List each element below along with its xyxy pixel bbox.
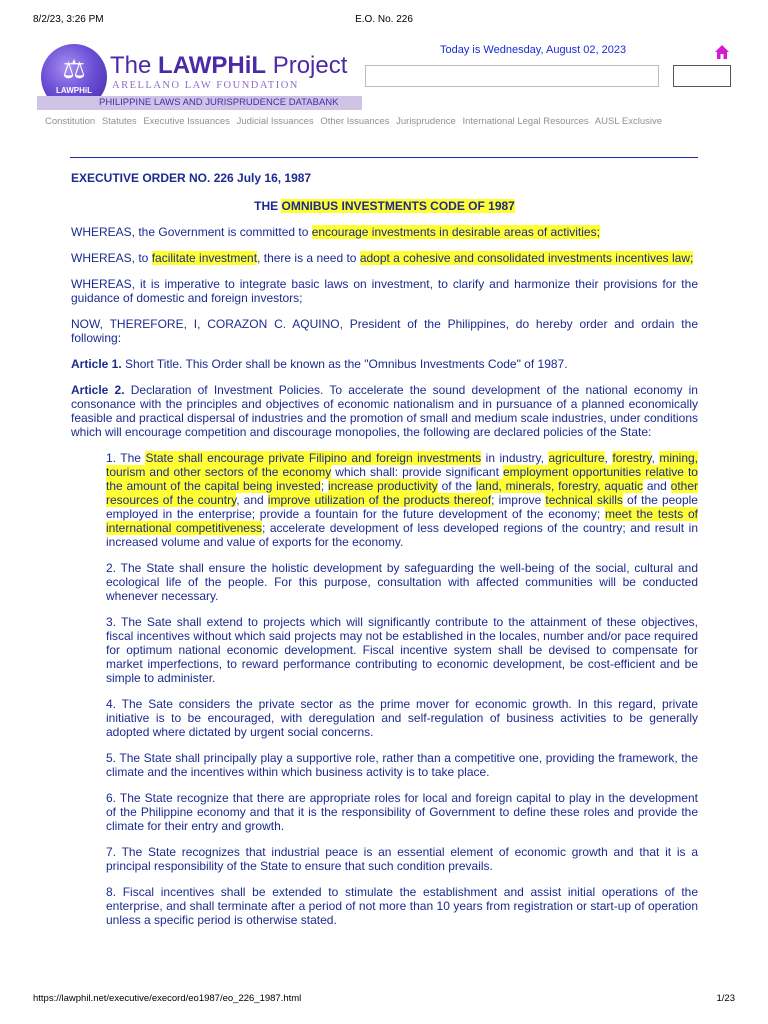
policy-item-4: 4. The Sate considers the private sector as the prime mover for economic growth. In this regard, private initiative is to be encouraged, with deregulation and self-regulation of business activities to be generally adopted where dictated by urgent social concerns. bbox=[106, 697, 698, 739]
whereas-1-highlight: encourage investments in desirable areas of activities; bbox=[311, 225, 600, 239]
home-icon[interactable] bbox=[714, 44, 730, 60]
whereas-2-text-b: , there is a need to bbox=[257, 251, 360, 265]
policy-item-6: 6. The State recognize that there are appropriate roles for local and foreign capital to play in the development of the Philippine economy and that it is the responsibility of Government to define these roles and provide the climate for their entry and growth. bbox=[106, 791, 698, 833]
article-1-text: Short Title. This Order shall be known as the "Omnibus Investments Code" of 1987. bbox=[121, 357, 568, 371]
pi1-t8: and bbox=[643, 479, 671, 493]
pi1-h9: improve utilization of the products thereof bbox=[267, 493, 492, 507]
pi1-t7: of the bbox=[437, 479, 476, 493]
whereas-1 bbox=[71, 225, 698, 239]
order-title bbox=[71, 199, 698, 213]
print-date: 8/2/23, 3:26 PM bbox=[33, 14, 104, 25]
site-title-post: Project bbox=[266, 52, 348, 79]
policy-item-2: 2. The State shall ensure the holistic development by safeguarding the well-being of the social, cultural and ecological life of the people. For this purpose, consultation with affected communities will be conducted whenever necessary. bbox=[106, 561, 698, 603]
divider bbox=[70, 157, 698, 158]
policy-list bbox=[106, 451, 698, 927]
whereas-2-highlight-2: adopt a cohesive and consolidated investments incentives law; bbox=[359, 251, 694, 265]
nav-ausl-exclusive[interactable]: AUSL Exclusive bbox=[594, 116, 663, 127]
article-1-label: Article 1. bbox=[71, 357, 122, 371]
pi1-h3: forestry bbox=[612, 451, 652, 465]
whereas-3: WHEREAS, it is imperative to integrate basic laws on investment, to clarify and harmonize their provisions for the guidance of domestic and foreign investors; bbox=[71, 277, 698, 305]
pi1-h1: State shall encourage private Filipino and foreign investments bbox=[145, 451, 482, 465]
site-subtitle: ARELLANO LAW FOUNDATION bbox=[112, 80, 299, 91]
nav-constitution[interactable]: Constitution bbox=[45, 116, 96, 127]
pi1-t3: , bbox=[604, 451, 613, 465]
policy-item-1 bbox=[106, 451, 698, 549]
pi1-t1: 1. The bbox=[106, 451, 146, 465]
policy-item-7: 7. The State recognizes that industrial peace is an essential element of economic growth and that it is a principal responsibility of the State to ensure that such condition prevails. bbox=[106, 845, 698, 873]
site-title-bold: LAWPHiL bbox=[158, 52, 267, 79]
document-body bbox=[71, 171, 698, 939]
databank-band bbox=[37, 96, 362, 110]
article-1 bbox=[71, 357, 698, 371]
order-title-highlight: OMNIBUS INVESTMENTS CODE OF 1987 bbox=[281, 199, 515, 213]
site-title[interactable] bbox=[110, 52, 347, 80]
databank-label: PHILIPPINE LAWS AND JURISPRUDENCE DATABANK bbox=[99, 97, 339, 108]
whereas-2-text-a: WHEREAS, to bbox=[71, 251, 152, 265]
print-url: https://lawphil.net/executive/execord/eo1987/eo_226_1987.html bbox=[33, 993, 302, 1004]
nav-jurisprudence[interactable]: Jurisprudence bbox=[396, 116, 456, 127]
pi1-h11: meet the tests of international competitiveness bbox=[106, 507, 698, 535]
policy-item-8: 8. Fiscal incentives shall be extended to stimulate the establishment and assist initial operations of the enterprise, and shall terminate after a period of not more than 10 years from registration or start-up of operation unless a specific period is otherwise stated. bbox=[106, 885, 698, 927]
pi1-t12: ; accelerate development of less developed regions of the country; and result in increased volume and value of exports for the economy. bbox=[106, 521, 698, 549]
nav-statutes[interactable]: Statutes bbox=[101, 116, 137, 127]
pi1-t9: , and bbox=[236, 493, 268, 507]
nav-other-issuances[interactable]: Other Issuances bbox=[320, 116, 390, 127]
article-2-text: Declaration of Investment Policies. To accelerate the sound development of the national economy in consonance with the principles and objectives of economic nationalism and in pursuance of a planned economically feasible and practical dispersal of industries and the promotion of small and medium scale industries, under conditions which will encourage competition and discourage monopolies, the following are declared policies of the State: bbox=[71, 383, 699, 439]
whereas-2 bbox=[71, 251, 698, 265]
order-heading: EXECUTIVE ORDER NO. 226 July 16, 1987 bbox=[71, 171, 312, 185]
today-date: Today is Wednesday, August 02, 2023 bbox=[440, 44, 627, 56]
pi1-h4: mining, tourism and other sectors of the economy bbox=[106, 451, 699, 479]
pi1-h7: land, minerals, forestry, aquatic bbox=[475, 479, 644, 493]
nav-executive-issuances[interactable]: Executive Issuances bbox=[143, 116, 230, 127]
nav-international-legal-resources[interactable]: International Legal Resources bbox=[462, 116, 589, 127]
pi1-t4: , bbox=[651, 451, 660, 465]
pi1-t10: ; improve bbox=[491, 493, 546, 507]
policy-item-5: 5. The State shall principally play a supportive role, rather than a competitive one, providing the framework, the climate and the incentives within which business activity is to take place. bbox=[106, 751, 698, 779]
article-2-label: Article 2. bbox=[71, 383, 125, 397]
pi1-t2: in industry, bbox=[481, 451, 549, 465]
pi1-h6: increase productivity bbox=[327, 479, 438, 493]
main-nav bbox=[45, 116, 666, 127]
nav-judicial-issuances[interactable]: Judicial Issuances bbox=[236, 116, 314, 127]
order-title-pre: THE bbox=[254, 199, 282, 213]
pi1-t5: which shall: provide significant bbox=[331, 465, 503, 479]
pi1-h10: technical skills bbox=[545, 493, 623, 507]
now-therefore: NOW, THEREFORE, I, CORAZON C. AQUINO, President of the Philippines, do hereby order and ordain the following: bbox=[71, 317, 698, 345]
print-page-number: 1/23 bbox=[716, 993, 735, 1004]
print-title: E.O. No. 226 bbox=[355, 14, 413, 25]
search-input[interactable] bbox=[365, 65, 659, 87]
scales-of-justice-icon: ⚖ bbox=[62, 54, 86, 84]
pi1-h8: other resources of the country bbox=[106, 479, 698, 507]
article-2 bbox=[71, 383, 698, 439]
pi1-h5: employment opportunities relative to the amount of the capital being invested bbox=[106, 465, 698, 493]
whereas-1-text: WHEREAS, the Government is committed to bbox=[71, 225, 312, 239]
policy-item-3: 3. The Sate shall extend to projects which will significantly contribute to the attainment of these objectives, fiscal incentives without which said projects may not be established in the locales, number and/or pace required for optimum national economic development. Fiscal incentive system shall be devised to compensate for market imperfections, to reward performance contributing to economic development, be cost-efficient and be simple to administer. bbox=[106, 615, 698, 685]
whereas-2-highlight-1: facilitate investment bbox=[151, 251, 258, 265]
pi1-t6: ; bbox=[320, 479, 328, 493]
site-title-pre: The bbox=[110, 52, 159, 79]
logo-text: LAWPHiL bbox=[56, 86, 92, 95]
pi1-h2: agriculture bbox=[548, 451, 605, 465]
pi1-t11: of the people employed in the enterprise; provide a fountain for the future development of the economy; bbox=[106, 493, 698, 521]
search-button[interactable] bbox=[673, 65, 731, 87]
